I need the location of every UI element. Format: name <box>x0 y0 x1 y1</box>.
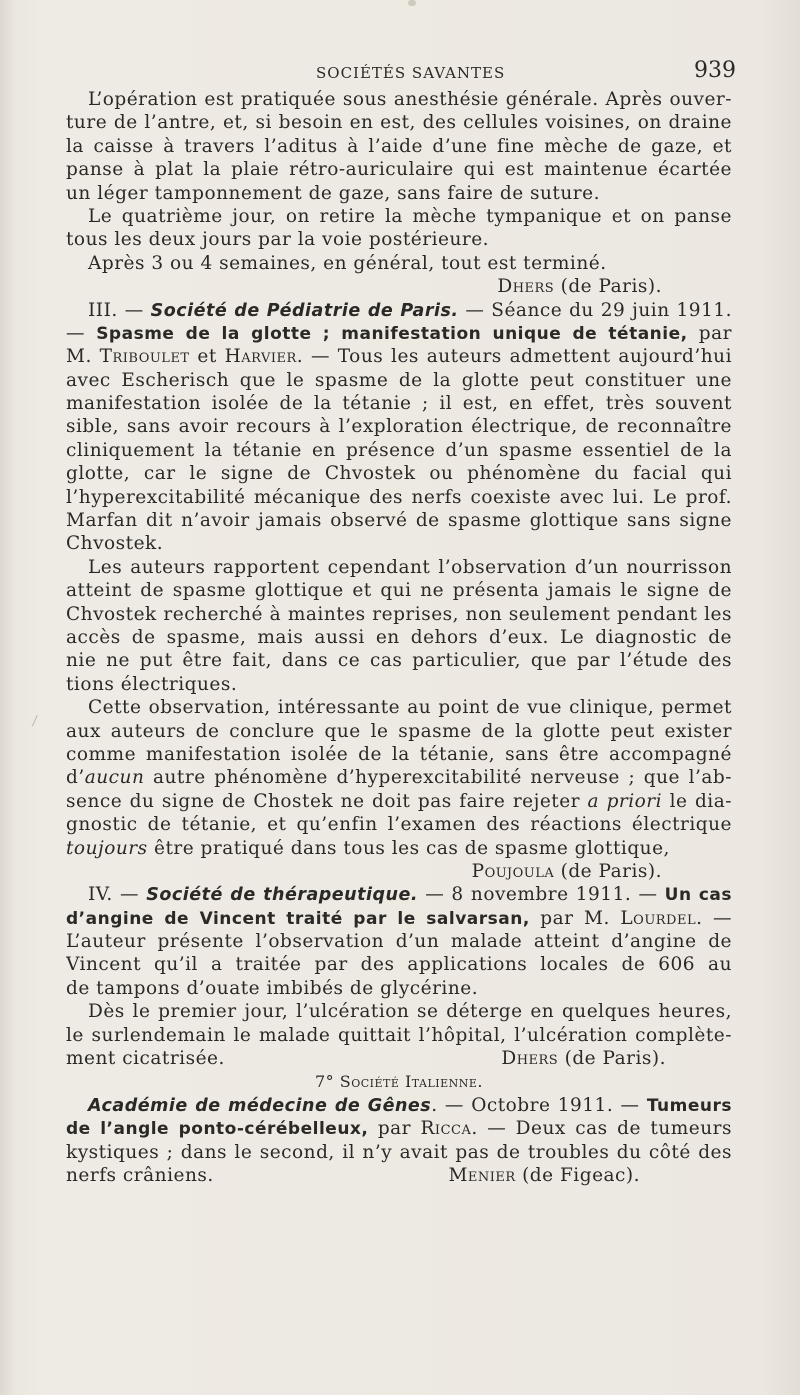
text-line: l’hyperexcitabilité mécanique des nerfs coexiste avec lui. Le prof. <box>66 486 732 508</box>
signature-place: (de Figeac). <box>522 1164 640 1186</box>
text-fragment: . — Deux cas de tumeurs <box>471 1118 732 1140</box>
paper-speck <box>408 0 416 6</box>
text-line: tions électriques. <box>66 673 238 695</box>
page-header <box>66 58 736 88</box>
text-line: glotte, car le signe de Chvostek ou phénomène du facial qui <box>66 463 732 485</box>
running-head: SOCIÉTÉS SAVANTES <box>316 64 506 82</box>
text-line <box>66 1047 732 1070</box>
par-word: par M. <box>529 907 621 929</box>
mister: M. <box>66 346 100 368</box>
article-title: de l’angle ponto-cérébelleux, <box>66 1119 369 1140</box>
text-line: Cette observation, intéressante au point de vue clinique, permet <box>88 697 732 719</box>
text-line <box>66 1117 732 1140</box>
text-line: cliniquement la tétanie en présence d’un spasme essentiel de la <box>66 439 732 461</box>
text-line: de tampons d’ouate imbibés de glycérine. <box>66 977 479 999</box>
text-fragment: autre phénomène d’hyperexcitabilité nerveuse ; que l’ab- <box>144 767 732 789</box>
text-fragment: être pratiqué dans tous les cas de spasme glottique, <box>147 837 670 859</box>
text-line: Après 3 ou 4 semaines, en général, tout est terminé. <box>88 252 607 274</box>
text-line <box>66 907 732 930</box>
italic-word: aucun <box>84 767 145 789</box>
signature-place: (de Paris). <box>560 276 662 298</box>
text-line: Dès le premier jour, l’ulcération se déterge en quelques heures, <box>88 1001 732 1023</box>
session-date: — Séance du 29 juin 1911. <box>458 299 732 321</box>
author-name: Harvier <box>224 346 297 368</box>
text-line: manifestation isolée de la tétanie ; il est, en effet, très souvent <box>66 393 732 415</box>
signature-menier <box>448 1164 640 1187</box>
text-line <box>66 766 732 789</box>
article-title: Tumeurs <box>646 1095 732 1116</box>
text-line: Marfan dit n’avoir jamais observé de spasme glottique sans signe <box>66 510 732 532</box>
session-date: . — Octobre 1911. — <box>431 1094 647 1116</box>
text-line: nie ne put être fait, dans ce cas particulier, que par l’étude des <box>66 650 732 672</box>
text-line: le surlendemain le malade quittait l’hôpital, l’ulcération complète- <box>66 1024 732 1046</box>
page-number: 939 <box>694 58 736 83</box>
text-line: L’opération est pratiquée sous anesthésie générale. Après ouver- <box>88 89 732 110</box>
signature-dhers-2 <box>501 1047 666 1070</box>
text-fragment: nerfs crâniens. <box>66 1164 214 1186</box>
signature-name: Dhers <box>501 1048 559 1070</box>
academy-name: Académie de médecine de Gênes <box>88 1095 432 1116</box>
section-number: IV. — <box>88 884 147 906</box>
section-iii-heading <box>66 299 732 322</box>
text-fragment: . — <box>696 907 732 929</box>
author-name: Lourdel <box>620 907 697 929</box>
text-line: sible, sans avoir recours à l’exploration électrique, de reconnaître <box>66 416 732 438</box>
society-name: Société de thérapeutique. <box>146 885 418 906</box>
signature-dhers <box>66 275 732 298</box>
text-line <box>66 837 732 860</box>
text-line: accès de spasme, mais aussi en dehors d’eux. Le diagnostic de <box>66 626 732 648</box>
text-line: Chvostek recherché à maintes reprises, non seulement pendant les <box>66 603 732 625</box>
text-line: atteint de spasme glottique et qui ne présenta jamais le signe de <box>66 580 732 602</box>
text-line: kystiques ; dans le second, il n’y avait pas de troubles du côté des <box>66 1141 732 1163</box>
text-line <box>66 322 732 345</box>
author-name: Ricca <box>420 1118 472 1140</box>
and-word: et <box>189 346 225 368</box>
text-line <box>66 1164 732 1187</box>
text-line: Vincent qu’il a traitée par des applications locales de 606 au <box>66 954 732 976</box>
article-title: d’angine de Vincent traité par le salvarsan, <box>66 908 530 929</box>
section-iv-heading <box>66 883 732 906</box>
text-line: gnostic de tétanie, et qu’enfin l’examen des réactions électrique <box>66 814 732 836</box>
article-body <box>66 88 732 1187</box>
text-line: un léger tamponnement de gaze, sans faire de suture. <box>66 182 600 204</box>
signature-place: (de Paris). <box>560 860 662 882</box>
text-fragment: d’ <box>66 767 85 789</box>
par-word: par <box>368 1118 421 1140</box>
society-name: Société de Pédiatrie de Paris. <box>150 300 459 321</box>
signature-place: (de Paris). <box>564 1048 666 1070</box>
text-line <box>66 1094 732 1117</box>
signature-name: Menier <box>448 1164 516 1186</box>
author-name: Triboulet <box>99 346 190 368</box>
text-line: avec Escherisch que le spasme de la glotte peut constituer une <box>66 369 732 391</box>
text-line: panse à plat la plaie rétro-auriculaire qui est maintenue écartée <box>66 159 732 181</box>
text-line: aux auteurs de conclure que le spasme de la glotte peut exister <box>66 720 732 742</box>
text-fragment: sence du signe de Chostek ne doit pas faire rejeter <box>66 790 588 812</box>
text-line: Les auteurs rapportent cependant l’observation d’un nourrisson <box>88 556 732 578</box>
text-line: la caisse à travers l’aditus à l’aide d’une fine mèche de gaze, et <box>66 135 732 157</box>
margin-mark <box>32 715 43 729</box>
article-title: Spasme de la glotte ; manifestation unique de tétanie, <box>96 323 688 344</box>
italic-word: a priori <box>587 790 663 812</box>
article-title: Un cas <box>664 885 732 906</box>
signature-name: Poujoula <box>471 860 555 882</box>
par-word: par <box>687 322 732 344</box>
text-line <box>66 345 732 368</box>
text-line: Chvostek. <box>66 533 164 555</box>
text-line: comme manifestation isolée de la tétanie, sans être accompagné <box>66 743 732 765</box>
session-date: — 8 novembre 1911. — <box>417 884 665 906</box>
text-line: L’auteur présente l’observation d’un malade atteint d’angine de <box>66 931 732 953</box>
section-number: III. — <box>88 299 151 321</box>
text-line: Le quatrième jour, on retire la mèche tympanique et on panse <box>88 205 732 227</box>
section-7-heading: 7° Société Italienne. <box>314 1072 484 1092</box>
text-fragment: ment cicatrisée. <box>66 1048 225 1070</box>
signature-poujoula <box>66 860 732 883</box>
dash: — <box>66 322 97 344</box>
text-fragment: le dia- <box>662 790 732 812</box>
signature-name: Dhers <box>497 276 555 298</box>
italic-word: toujours <box>66 837 148 859</box>
text-line: ture de l’antre, et, si besoin en est, des cellules voisines, on draine <box>66 112 732 134</box>
text-fragment: . — Tous les auteurs admettent aujourd’hui <box>296 346 732 368</box>
text-line <box>66 790 732 813</box>
text-line: tous les deux jours par la voie postérieure. <box>66 229 490 251</box>
